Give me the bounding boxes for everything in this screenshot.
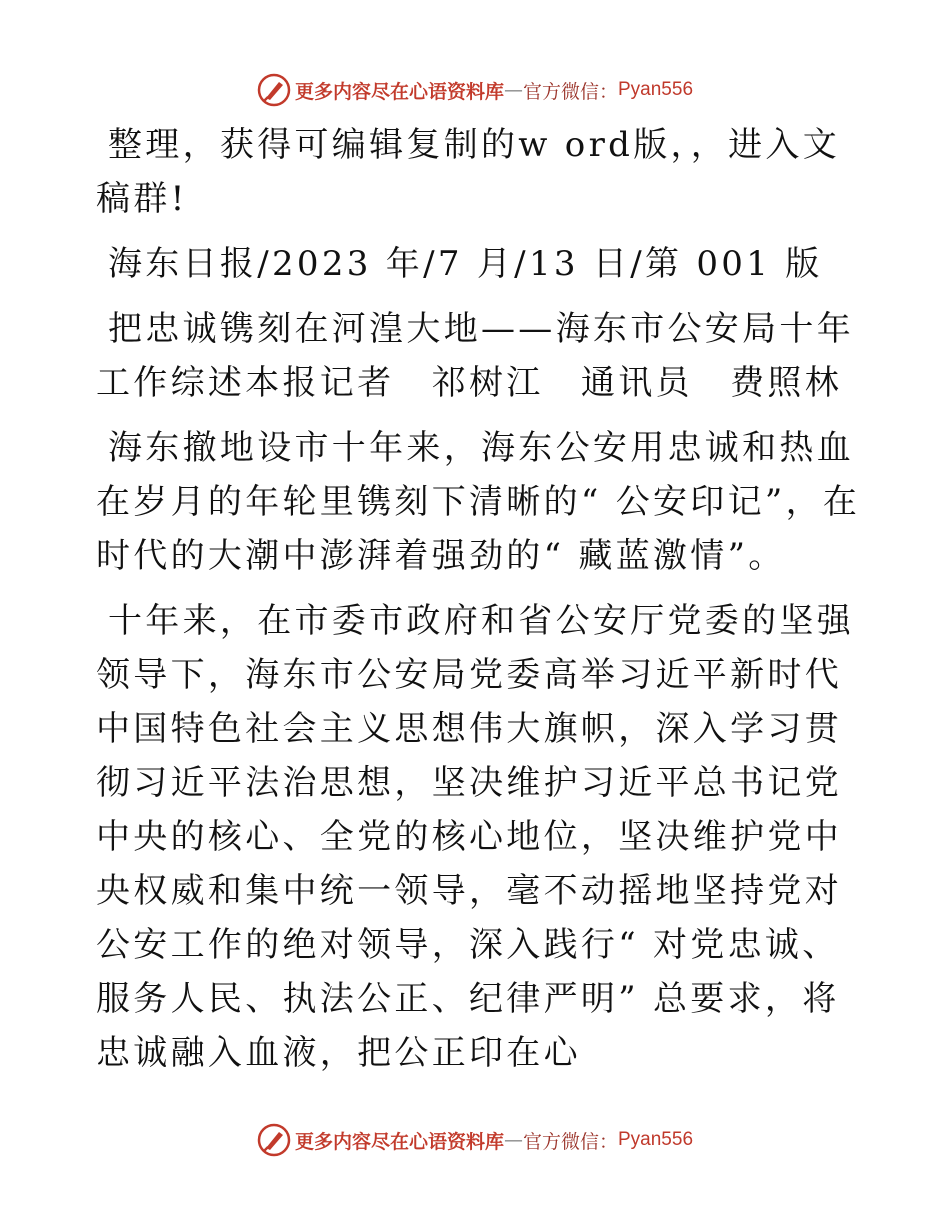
- footer-watermark-banner: [0, 1120, 950, 1160]
- banner-separator: —: [503, 1129, 523, 1151]
- document-body: [96, 118, 866, 1091]
- banner-wechat-handle: Pyan556: [618, 79, 694, 100]
- body-paragraph: 海东撤地设市十年来，海东公安用忠诚和热血在岁月的年轮里镌刻下清晰的“ 公安印记”，在时代的大潮中澎湃着强劲的“ 藏蓝激情”。: [96, 428, 861, 576]
- banner-official-wechat-label: 官方微信：: [522, 80, 618, 103]
- publication-line: 海东日报/2023 年/7 月/13 日/第 001 版: [108, 244, 823, 284]
- banner-brand-text: 更多内容尽在心语资料库: [294, 80, 504, 103]
- intro-paragraph: 整理，获得可编辑复制的w ord版，，进入文稿群!: [96, 125, 840, 219]
- banner-wechat-handle: Pyan556: [618, 1129, 694, 1150]
- pen-nib-seal-icon: [257, 73, 291, 107]
- banner-official-wechat-label: 官方微信：: [522, 1130, 618, 1153]
- banner-brand-text: 更多内容尽在心语资料库: [294, 1130, 504, 1153]
- header-watermark-banner: [0, 70, 950, 110]
- pen-nib-seal-icon: [257, 1123, 291, 1157]
- article-title-byline: 把忠诚镌刻在河湟大地——海东市公安局十年工作综述本报记者 祁树江 通讯员 费照林: [96, 309, 854, 403]
- body-paragraph: 十年来，在市委市政府和省公安厅党委的坚强领导下，海东市公安局党委高举习近平新时代中国特色社会主义思想伟大旗帜，深入学习贯彻习近平法治思想，坚决维护习近平总书记党中央的核心、全党的核心地位，坚决维护党中央权威和集中统一领导，毫不动摇地坚持党对公安工作的绝对领导，深入践行“ 对党忠诚、服务人民、执法公正、纪律严明” 总要求，将忠诚融入血液，把公正印在心: [96, 601, 854, 1073]
- banner-separator: —: [503, 79, 523, 101]
